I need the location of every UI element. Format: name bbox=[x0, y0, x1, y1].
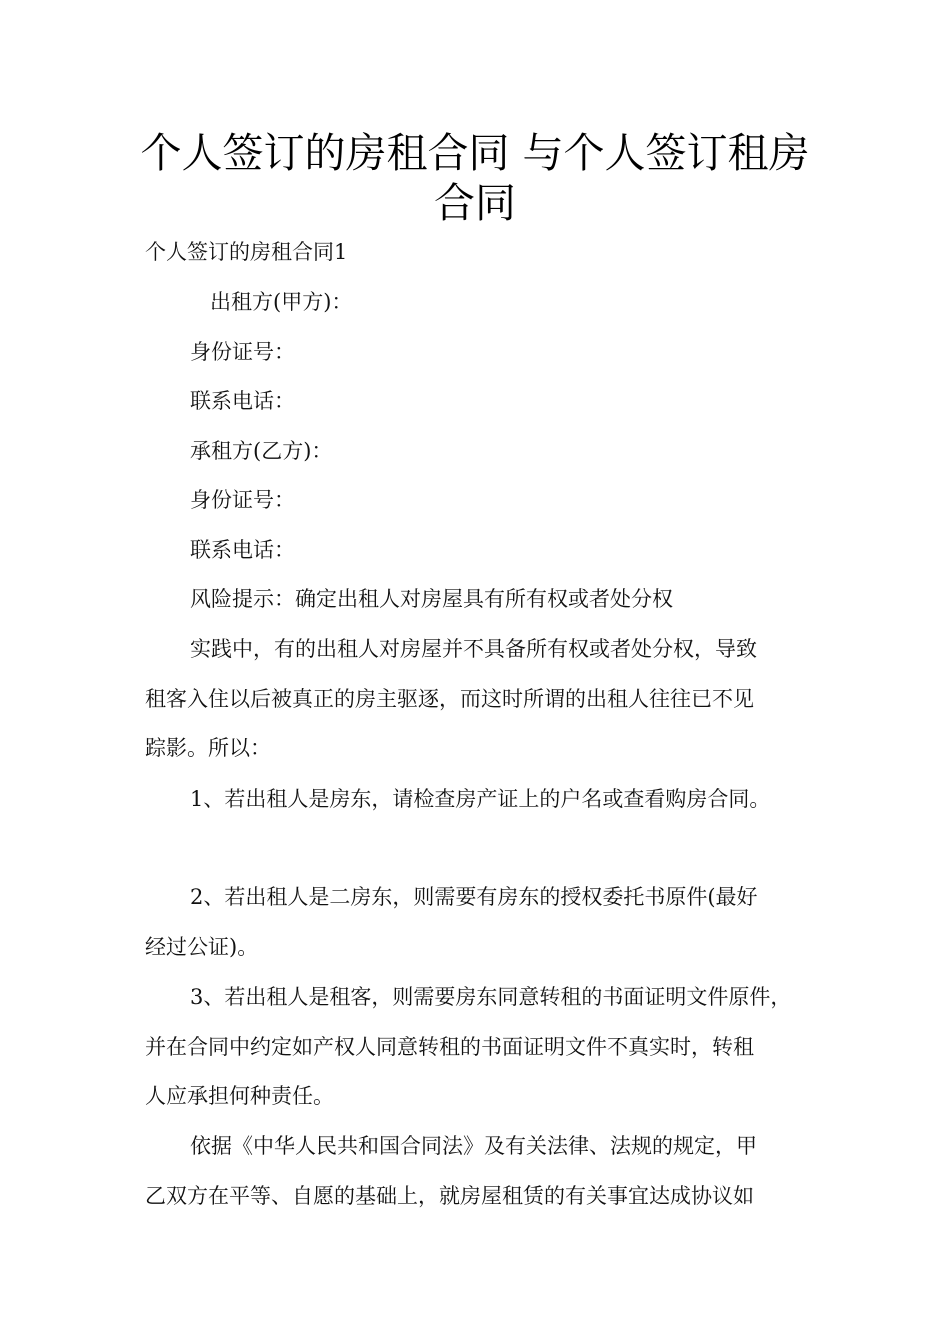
risk-paragraph-line: 踪影。所以： bbox=[145, 736, 271, 760]
risk-paragraph-line: 实践中，有的出租人对房屋并不具备所有权或者处分权，导致 bbox=[190, 637, 757, 661]
lessor-phone-label: 联系电话： bbox=[190, 389, 295, 413]
lessee-id-label: 身份证号： bbox=[190, 488, 295, 512]
list-item-3-line: 人应承担何种责任。 bbox=[145, 1084, 334, 1108]
list-item-3-line: 3、若出租人是租客，则需要房东同意转租的书面证明文件原件， bbox=[190, 985, 792, 1009]
section-heading: 个人签订的房租合同1 bbox=[145, 240, 348, 264]
basis-paragraph-line: 依据《中华人民共和国合同法》及有关法律、法规的规定，甲 bbox=[190, 1134, 757, 1158]
list-item-1: 1、若出租人是房东，请检查房产证上的户名或查看购房合同。 bbox=[190, 787, 771, 811]
list-item-3-line: 并在合同中约定如产权人同意转租的书面证明文件不真实时，转租 bbox=[145, 1035, 754, 1059]
document-title-line-2: 合同 bbox=[434, 179, 516, 227]
lessor-id-label: 身份证号： bbox=[190, 340, 295, 364]
lessor-label: 出租方(甲方)： bbox=[210, 290, 353, 314]
list-item-2-line: 2、若出租人是二房东，则需要有房东的授权委托书原件(最好 bbox=[190, 885, 758, 909]
list-item-2-line: 经过公证)。 bbox=[145, 935, 259, 959]
risk-heading: 风险提示：确定出租人对房屋具有所有权或者处分权 bbox=[190, 587, 673, 611]
lessee-label: 承租方(乙方)： bbox=[190, 439, 333, 463]
lessee-phone-label: 联系电话： bbox=[190, 538, 295, 562]
risk-paragraph-line: 租客入住以后被真正的房主驱逐，而这时所谓的出租人往往已不见 bbox=[145, 687, 754, 711]
basis-paragraph-line: 乙双方在平等、自愿的基础上，就房屋租赁的有关事宜达成协议如 bbox=[145, 1184, 754, 1208]
document-title-line-1: 个人签订的房租合同 与个人签订租房 bbox=[140, 129, 810, 177]
